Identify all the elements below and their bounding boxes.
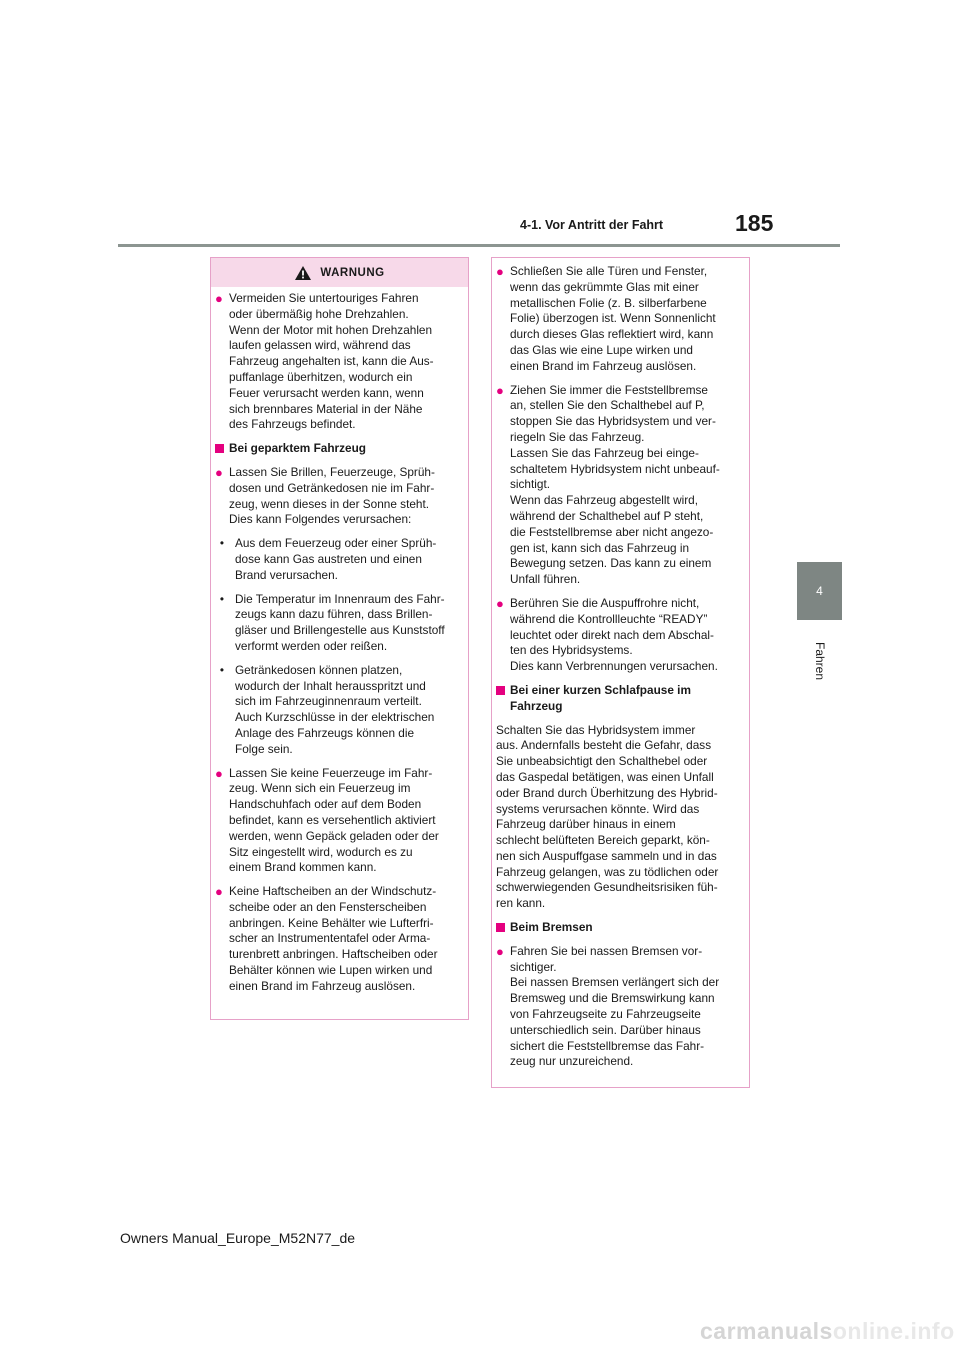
watermark-part1: carmanuals xyxy=(700,1318,833,1344)
section-title: 4-1. Vor Antritt der Fahrt xyxy=(520,218,664,232)
bullet-item xyxy=(496,944,741,1070)
subsection-heading xyxy=(496,683,741,715)
chapter-label xyxy=(810,630,830,690)
item-text: Keine Haftscheiben an der Windschutz- scheibe oder an den Fensterscheiben anbringen. Keine Behälter wie Lufterfri- scher an Instrumententafel oder Arma- turenbrett anbringen. Haftscheiben oder Behälter können wie Lupen wirken und einen Brand im Fahrzeug auslösen. xyxy=(229,884,438,993)
subsection-heading xyxy=(496,920,741,936)
sub-bullet-item xyxy=(215,592,460,655)
bullet-item xyxy=(215,465,460,528)
bullet-item xyxy=(215,884,460,995)
footer-doc-id: Owners Manual_Europe_M52N77_de xyxy=(120,1230,356,1246)
paragraph xyxy=(496,723,741,913)
bullet-item xyxy=(496,264,741,375)
square-bullet-icon xyxy=(496,920,510,932)
page-number: 185 xyxy=(735,210,774,236)
warning-title: WARNUNG xyxy=(320,266,385,279)
chapter-tab: 4 xyxy=(797,562,842,620)
item-text: Bei einer kurzen Schlafpause im Fahrzeug xyxy=(510,682,691,713)
item-text: Berühren Sie die Auspuffrohre nicht, während die Kontrollleuchte “READY” leuchtet oder direkt nach dem Abschal- ten des Hybridsystems. Dies kann Verbrennungen verursachen. xyxy=(510,595,718,674)
watermark-part2: online.info xyxy=(832,1318,955,1344)
sub-bullet-item xyxy=(215,536,460,583)
item-text: Aus dem Feuerzeug oder einer Sprüh- dose kann Gas austreten und einen Brand verursachen. xyxy=(235,536,437,582)
warning-content-right xyxy=(492,258,749,1070)
subsection-heading xyxy=(215,441,460,457)
bullet-dot-icon: ● xyxy=(215,291,223,306)
bullet-dot-icon: ● xyxy=(215,765,223,781)
small-bullet-icon: • xyxy=(219,536,225,551)
small-bullet-icon: • xyxy=(219,662,225,677)
warning-content-left xyxy=(211,287,468,995)
item-text: Schließen Sie alle Türen und Fenster, wenn das gekrümmte Glas mit einer metallischen Folie (z. B. silberfarbene Folie) überzogen ist. Wenn Sonnenlicht durch dieses Glas reflektiert wird, kann das Glas wie eine Lupe wirken und einen Brand im Fahrzeug auslösen. xyxy=(510,264,716,373)
item-text: Lassen Sie Brillen, Feuerzeuge, Sprüh- dosen und Getränkedosen nie im Fahr- zeug, wenn dieses in der Sonne steht. Dies kann Folgendes verursachen: xyxy=(229,464,435,527)
item-text: Fahren Sie bei nassen Bremsen vor- sichtiger. Bei nassen Bremsen verlängert sich der Bremsweg und die Bremswirkung kann von Fahrzeugseite zu Fahrzeugseite unterschiedlich sein. Darüber hinaus sichert die Feststellbremse das Fahr- zeug nur unzureichend. xyxy=(510,943,720,1069)
square-bullet-icon xyxy=(496,683,510,695)
item-text: Schalten Sie das Hybridsystem immer aus. Andernfalls besteht die Gefahr, dass Sie unbeabsichtigt den Schalthebel oder das Gaspedal betätigen, was einen Unfall oder Brand durch Überhitzung des Hybrid- systems verursachen könnte. Wird das Fahrzeug darüber hinaus in einem schlecht belüfteten Bereich geparkt, kön- nen sich Auspuffgase sammeln und in das Fahrzeug gelangen, was zu tödlichen oder schwerwiegenden Gesundheitsrisiken füh- ren kann. xyxy=(496,722,719,911)
item-text: Getränkedosen können platzen, wodurch der Inhalt herausspritzt und sich im Fahrzeuginnenraum verteilt. Auch Kurzschlüsse in der elektrischen Anlage des Fahrzeugs können die Folge sein. xyxy=(235,662,435,756)
bullet-item xyxy=(496,596,741,675)
bullet-dot-icon: ● xyxy=(215,884,223,900)
item-text: Die Temperatur im Innenraum des Fahr- zeugs kann dazu führen, dass Brillen- gläser und Brillengestelle aus Kunststoff verformt werden oder reißen. xyxy=(235,591,445,653)
warning-box-left xyxy=(210,257,469,1020)
watermark xyxy=(700,1318,955,1345)
small-bullet-icon: • xyxy=(219,591,225,606)
warning-box-right xyxy=(491,257,750,1088)
bullet-dot-icon: ● xyxy=(496,382,504,398)
bullet-item xyxy=(215,766,460,877)
item-text: Vermeiden Sie untertouriges Fahren oder übermäßig hohe Drehzahlen. Wenn der Motor mit hohen Drehzahlen laufen gelassen wird, während das Fahrzeug angehalten ist, kann die Aus- puffanlage überhitzen, wodurch ein Feuer verursacht werden kann, wenn sich brennbares Material in der Nähe des Fahrzeugs befindet. xyxy=(229,291,434,432)
bullet-dot-icon: ● xyxy=(496,943,504,959)
bullet-dot-icon: ● xyxy=(496,595,504,611)
item-text: Ziehen Sie immer die Feststellbremse an, stellen Sie den Schalthebel auf P, stoppen Sie das Hybridsystem und ver- riegeln Sie das Fahrzeug. Lassen Sie das Fahrzeug bei einge- schaltetem Hybridsystem nicht unbeauf- sichtigt. Wenn das Fahrzeug abgestellt wird, während der Schalthebel auf P steht, die Feststellbremse aber nicht angezo- gen ist, kann sich das Fahrzeug in Bewegung setzen. Das kann zu einem Unfall führen. xyxy=(510,382,720,587)
bullet-item xyxy=(215,291,460,433)
item-text: Lassen Sie keine Feuerzeuge im Fahr- zeug. Wenn sich ein Feuerzeug im Handschuhfach oder auf dem Boden befindet, kann es versehentlich aktiviert werden, wenn Gepäck geladen oder der Sitz eingestellt wird, wodurch es zu einem Brand kommen kann. xyxy=(229,765,439,875)
item-text: Beim Bremsen xyxy=(510,920,593,935)
bullet-item xyxy=(496,383,741,588)
header-divider xyxy=(118,244,840,247)
item-text: Bei geparktem Fahrzeug xyxy=(229,441,367,456)
warning-triangle-icon xyxy=(294,265,312,281)
chapter-label-text: Fahren xyxy=(813,641,827,681)
square-bullet-icon xyxy=(215,441,229,453)
sub-bullet-item xyxy=(215,663,460,758)
bullet-dot-icon: ● xyxy=(496,264,504,279)
warning-header xyxy=(211,258,468,287)
bullet-dot-icon: ● xyxy=(215,464,223,480)
